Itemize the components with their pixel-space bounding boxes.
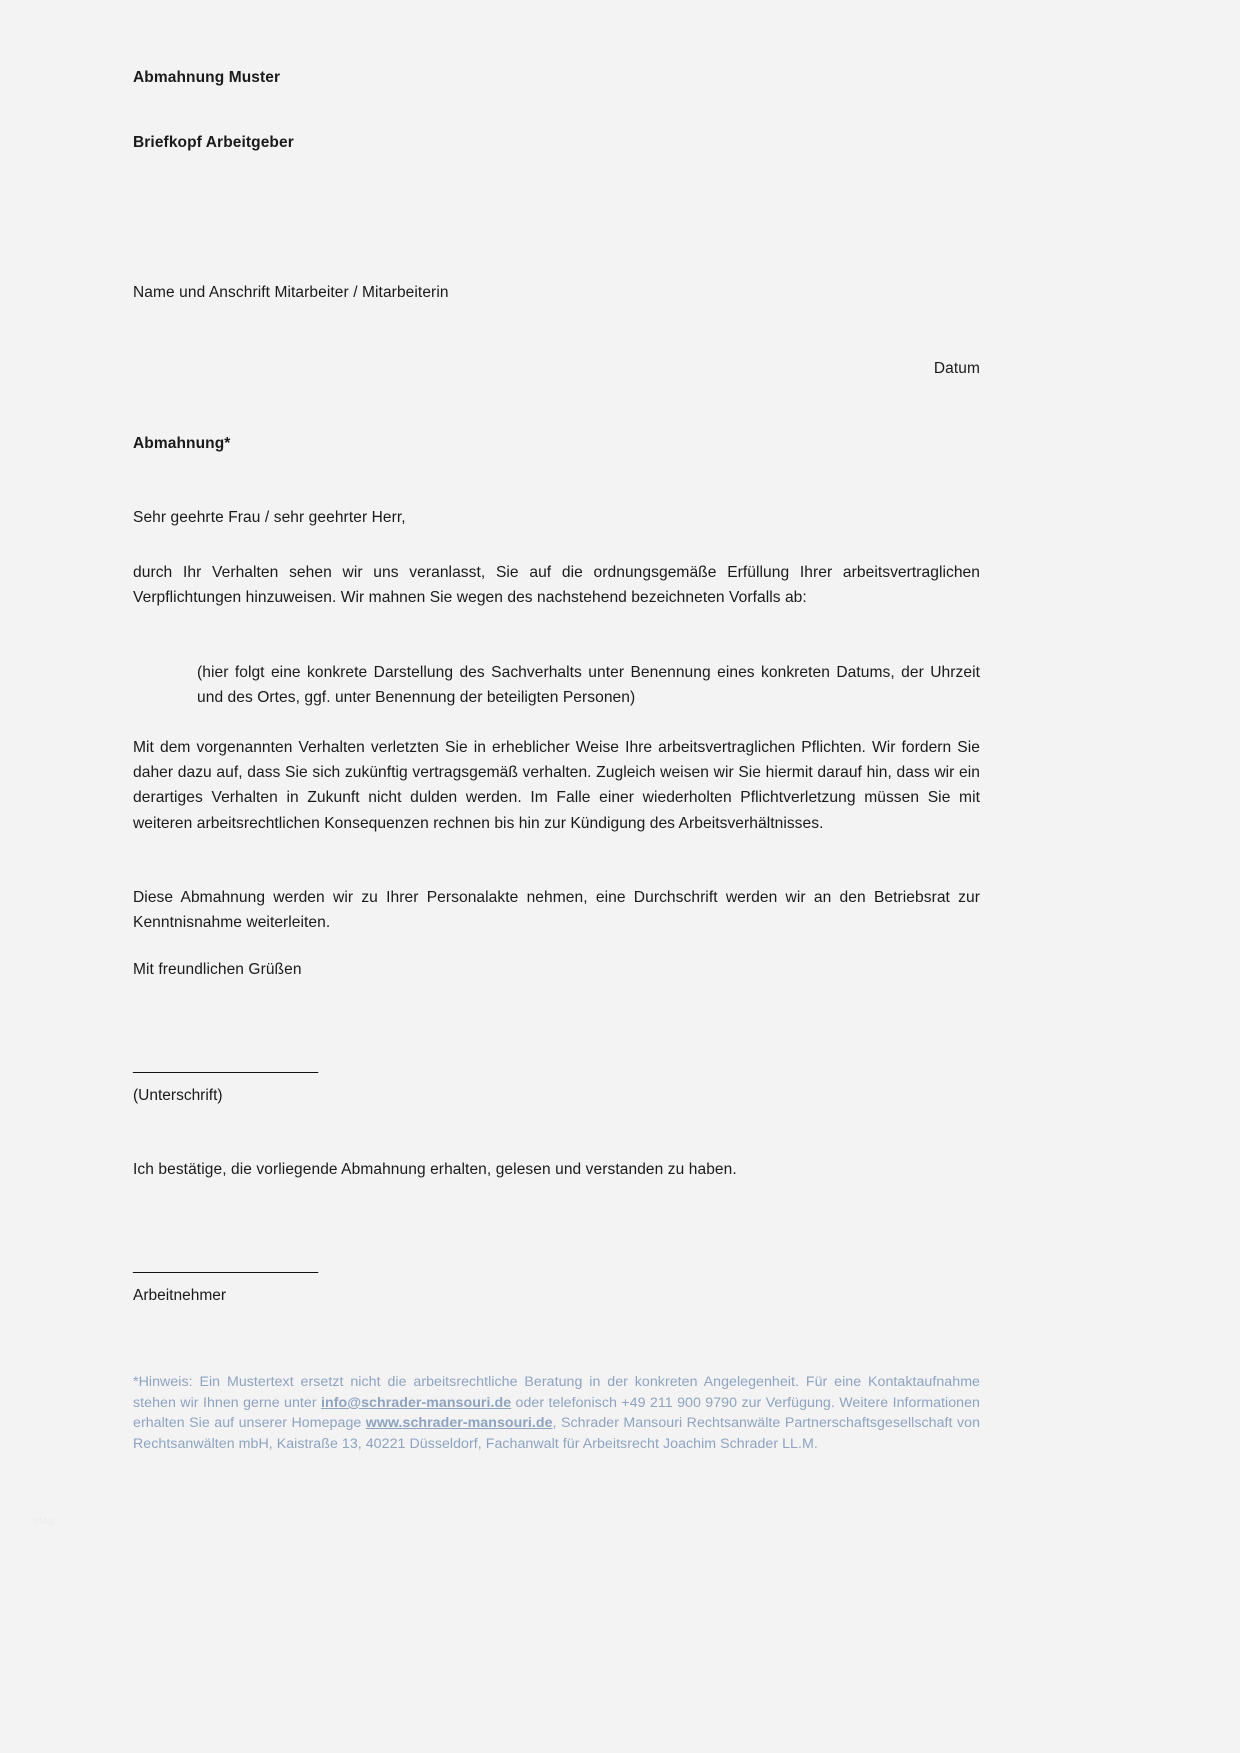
subject-heading: Abmahnung* xyxy=(133,435,231,452)
email-link[interactable]: info@schrader-mansouri.de xyxy=(321,1394,512,1411)
employer-signature-label: (Unterschrift) xyxy=(133,1087,223,1104)
document-title: Abmahnung Muster xyxy=(133,69,281,86)
page-watermark: blog xyxy=(33,1515,55,1527)
footnote-text-part-2: oder telefonisch +49 211 900 9790 zur Verfügung. Weitere Informationen erhalten Sie auf unserer Homepage xyxy=(133,1394,980,1432)
employee-signature-label: Arbeitnehmer xyxy=(133,1287,227,1304)
closing-greeting: Mit freundlichen Grüßen xyxy=(133,961,302,978)
letterhead-placeholder: Briefkopf Arbeitgeber xyxy=(133,134,294,151)
receipt-confirmation-text: Ich bestätige, die vorliegende Abmahnung erhalten, gelesen und verstanden zu haben. xyxy=(133,1161,737,1178)
paragraph-incident-placeholder: (hier folgt eine konkrete Darstellung des Sachverhalts unter Benennung eines konkreten Datums, der Uhrzeit und des Ortes, ggf. unter Benennung der beteiligten Personen) xyxy=(197,664,980,707)
recipient-address-placeholder: Name und Anschrift Mitarbeiter / Mitarbeiterin xyxy=(133,284,449,301)
salutation: Sehr geehrte Frau / sehr geehrter Herr, xyxy=(133,509,406,526)
footnote-text-part-1: *Hinweis: Ein Mustertext ersetzt nicht die arbeitsrechtliche Beratung in der konkreten Angelegenheit. Für eine Kontaktaufnahme stehen wir Ihnen gerne unter xyxy=(133,1374,980,1411)
date-placeholder: Datum xyxy=(933,360,980,377)
paragraph-intro: durch Ihr Verhalten sehen wir uns veranlasst, Sie auf die ordnungsgemäße Erfüllung Ihrer arbeitsvertraglichen Verpflichtungen hinzuweisen. Wir mahnen Sie wegen des nachstehend bezeichneten Vorfalls ab: xyxy=(133,564,980,607)
footnote-text-part-3: , Schrader Mansouri Rechtsanwälte Partnerschaftsgesellschaft von Rechtsanwälten mbH, Kaistraße 13, 40221 Düsseldorf, Fachanwalt für Arbeitsrecht Joachim Schrader LL.M. xyxy=(133,1415,981,1452)
employee-signature-line: _______________________ xyxy=(133,1257,318,1274)
footnote-disclaimer xyxy=(133,1372,980,1454)
paragraph-main-warning: Mit dem vorgenannten Verhalten verletzten Sie in erheblicher Weise Ihre arbeitsvertraglichen Pflichten. Wir fordern Sie daher dazu auf, dass Sie sich zukünftig vertragsgemäß verhalten. Zugleich weisen wir Sie hiermit darauf hin, dass wir ein derartiges Verhalten in Zukunft nicht dulden werden. Im Falle einer wiederholten Pflichtverletzung müssen Sie mit weiteren arbeitsrechtlichen Konsequenzen rechnen bis hin zur Kündigung des Arbeitsverhältnisses. xyxy=(133,739,980,832)
paragraph-personnel-file: Diese Abmahnung werden wir zu Ihrer Personalakte nehmen, eine Durchschrift werden wir an den Betriebsrat zur Kenntnisnahme weiterleiten. xyxy=(133,889,980,932)
website-link[interactable]: www.schrader-mansouri.de xyxy=(365,1415,553,1432)
employer-signature-line: _______________________ xyxy=(133,1057,318,1074)
